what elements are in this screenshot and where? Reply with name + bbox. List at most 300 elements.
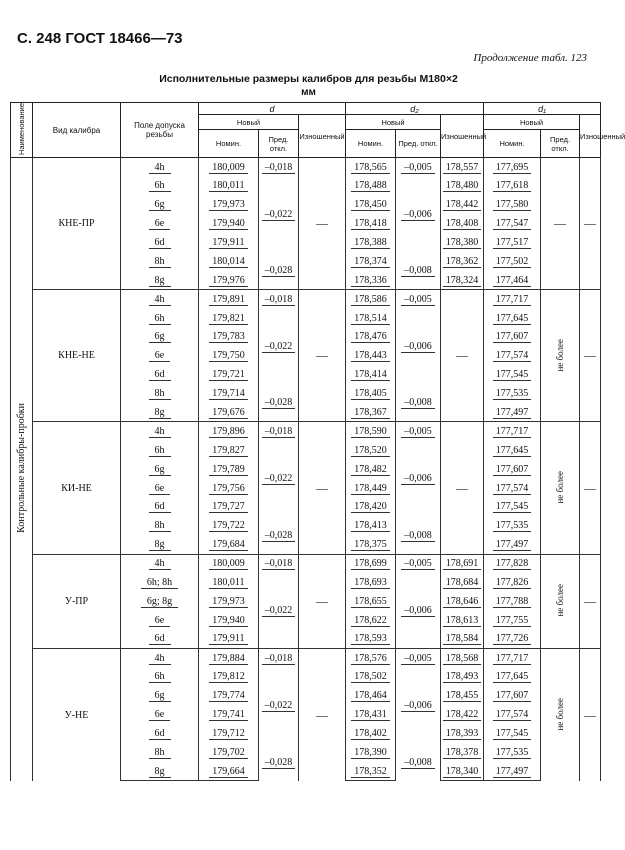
- d-nominal-text: 179,976: [209, 275, 248, 287]
- d2-nominal: [346, 384, 396, 403]
- tolerance-field: [121, 724, 199, 743]
- d2-nominal: [346, 365, 396, 384]
- d2-worn-value-text: 178,362: [443, 256, 482, 268]
- tolerance-field-text: 6e: [149, 350, 170, 362]
- d-worn-value-text: —: [316, 593, 328, 608]
- d2-nominal-text: 178,352: [351, 766, 390, 778]
- d-nominal-text: 179,891: [209, 294, 248, 306]
- d2-worn-value-text: 178,393: [443, 728, 482, 740]
- d1-nominal-text: 177,574: [493, 350, 532, 362]
- d-nominal-text: 180,009: [209, 558, 248, 570]
- table-unit: мм: [301, 87, 316, 98]
- not-more-label: не более: [555, 338, 566, 372]
- d2-deviation: [396, 554, 441, 573]
- d2-worn-value: [441, 176, 484, 195]
- d2-nominal-text: 178,449: [351, 483, 390, 495]
- d-deviation: [259, 176, 299, 252]
- d2-deviation-text: –0,008: [401, 397, 435, 409]
- d1-nominal-text: 177,535: [493, 747, 532, 759]
- table-row: [11, 158, 601, 177]
- d2-nominal: [346, 554, 396, 573]
- tolerance-field: [121, 158, 199, 177]
- d1-nominal: [484, 252, 541, 271]
- d-worn-value: [299, 158, 346, 290]
- d1-nominal: [484, 271, 541, 290]
- d2-worn-value: [441, 554, 484, 573]
- d1-nominal: [484, 762, 541, 781]
- gauge-type: [33, 554, 121, 648]
- d-deviation: [259, 384, 299, 422]
- tolerance-field: [121, 328, 199, 347]
- d2-nominal: [346, 233, 396, 252]
- d-deviation: [259, 573, 299, 649]
- d2-worn-value-text: 178,455: [443, 690, 482, 702]
- d-nominal: [199, 309, 259, 328]
- d-nominal-text: 179,664: [209, 766, 248, 778]
- d-nominal-text: 179,714: [209, 388, 248, 400]
- d-nominal: [199, 686, 259, 705]
- d2-worn-value: [441, 705, 484, 724]
- d-nominal: [199, 214, 259, 233]
- d1-nominal: [484, 649, 541, 668]
- d-nominal-text: 179,812: [209, 671, 248, 683]
- col-pole-dopuska: Поле допуска резьбы: [121, 103, 199, 158]
- d1-nominal-text: 177,828: [493, 558, 532, 570]
- d2-nominal: [346, 195, 396, 214]
- d-nominal: [199, 516, 259, 535]
- d2-nominal-text: 178,586: [351, 294, 390, 306]
- col-naimenovanie: Наименование: [11, 103, 33, 158]
- d1-nominal: [484, 403, 541, 422]
- d2-deviation-text: –0,005: [401, 426, 435, 438]
- d-worn-value-text: —: [316, 707, 328, 722]
- d2-nominal-text: 178,413: [351, 520, 390, 532]
- d2-nominal-text: 178,336: [351, 275, 390, 287]
- d1-nominal: [484, 214, 541, 233]
- d2-nominal-text: 178,405: [351, 388, 390, 400]
- continuation-note: Продолжение табл. 123: [473, 52, 587, 64]
- d2-nominal-text: 178,693: [351, 577, 390, 589]
- d-nominal-text: 179,911: [209, 237, 247, 249]
- tolerance-field-text: 4h: [149, 558, 171, 570]
- d2-worn-value-text: —: [456, 348, 469, 363]
- d2-nominal: [346, 346, 396, 365]
- gauge-type: [33, 290, 121, 422]
- d2-nominal: [346, 498, 396, 517]
- d2-nominal: [346, 724, 396, 743]
- d2-nominal-text: 178,593: [351, 633, 390, 645]
- d1-nominal-text: 177,464: [493, 275, 532, 287]
- d-nominal-text: 179,750: [209, 350, 248, 362]
- d2-worn-value-text: —: [456, 480, 469, 495]
- d1-nominal: [484, 290, 541, 309]
- d-nominal: [199, 498, 259, 517]
- d-worn-value-text: —: [316, 480, 328, 495]
- d1-nominal: [484, 724, 541, 743]
- d1-nominal-text: 177,645: [493, 445, 532, 457]
- not-more-label: не более: [555, 470, 566, 504]
- d1-worn-value-text: —: [584, 480, 597, 495]
- d-nominal-text: 180,014: [209, 256, 248, 268]
- col-vid-kalibra: Вид калибра: [33, 103, 121, 158]
- d1-nominal: [484, 535, 541, 554]
- d2-deviation-text: –0,005: [401, 653, 435, 665]
- d-nominal: [199, 422, 259, 441]
- d1-nominal: [484, 498, 541, 517]
- tolerance-field-text: 6g; 8g: [141, 596, 178, 608]
- d2-nom: Номин.: [346, 130, 396, 158]
- d1-nominal: [484, 479, 541, 498]
- tolerance-field-text: 6e: [149, 709, 170, 721]
- col-d1: d₁: [484, 103, 601, 115]
- d2-nominal-text: 178,375: [351, 539, 390, 551]
- d2-worn-value: [441, 573, 484, 592]
- d2-nominal: [346, 611, 396, 630]
- d2-nominal: [346, 422, 396, 441]
- d-nominal: [199, 460, 259, 479]
- d1-nominal-text: 177,788: [493, 596, 532, 608]
- d-deviation: [259, 516, 299, 554]
- tolerance-field-text: 4h: [149, 426, 171, 438]
- d-nominal-text: 179,727: [209, 501, 248, 513]
- not-more-label: не более: [555, 697, 566, 731]
- d1-deviation: [541, 158, 580, 290]
- tolerance-field: [121, 309, 199, 328]
- d1-nominal: [484, 158, 541, 177]
- d2-nominal-text: 178,390: [351, 747, 390, 759]
- tolerance-field-text: 6d: [149, 237, 171, 249]
- d2-deviation-text: –0,008: [401, 757, 435, 769]
- d-nominal-text: 179,721: [209, 369, 248, 381]
- d-nominal: [199, 573, 259, 592]
- d2-worn-value: [441, 214, 484, 233]
- d2-nominal-text: 178,420: [351, 501, 390, 513]
- d-nominal: [199, 195, 259, 214]
- d2-deviation-text: –0,005: [401, 162, 435, 174]
- d2-nominal-text: 178,520: [351, 445, 390, 457]
- d-deviation: [259, 554, 299, 573]
- category-cell: [11, 158, 33, 781]
- tolerance-field: [121, 214, 199, 233]
- d2-worn-value: [441, 271, 484, 290]
- d-worn-value-text: —: [316, 216, 328, 231]
- d-nominal-text: 179,973: [209, 596, 248, 608]
- d2-nominal-text: 178,622: [351, 615, 390, 627]
- d-worn: Изношенный: [299, 115, 346, 158]
- d2-deviation: [396, 668, 441, 744]
- tolerance-field-text: 6d: [149, 633, 171, 645]
- d1-worn-value: [580, 422, 601, 554]
- d-nominal-text: 179,712: [209, 728, 248, 740]
- d1-nominal: [484, 554, 541, 573]
- d2-nominal-text: 178,388: [351, 237, 390, 249]
- d1-pred: Пред. откл.: [541, 130, 580, 158]
- d2-deviation: [396, 441, 441, 517]
- d2-nominal: [346, 479, 396, 498]
- tolerance-field-text: 6h: [149, 671, 171, 683]
- table-row: [11, 649, 601, 668]
- gauge-type-text: КИ-НЕ: [61, 482, 92, 494]
- tolerance-field: [121, 271, 199, 290]
- d-deviation-text: –0,022: [262, 700, 296, 712]
- d2-nominal: [346, 573, 396, 592]
- tolerance-field: [121, 195, 199, 214]
- d1-nominal: [484, 328, 541, 347]
- d-worn-value-text: —: [316, 348, 328, 363]
- tolerance-field-text: 4h: [149, 294, 171, 306]
- d1-nominal: [484, 686, 541, 705]
- d-deviation-text: –0,028: [262, 397, 296, 409]
- d1-nominal-text: 177,517: [493, 237, 532, 249]
- d-pred: Пред. откл.: [259, 130, 299, 158]
- d2-deviation-text: –0,006: [401, 341, 435, 353]
- tolerance-field: [121, 535, 199, 554]
- d2-nominal-text: 178,374: [351, 256, 390, 268]
- tolerance-field-text: 8g: [149, 766, 171, 778]
- table-row: [11, 422, 601, 441]
- d2-nominal-text: 178,464: [351, 690, 390, 702]
- gauge-type-text: У-НЕ: [64, 709, 89, 721]
- gauge-type: [33, 422, 121, 554]
- d1-worn-value-text: —: [584, 216, 597, 231]
- d2-nominal-text: 178,402: [351, 728, 390, 740]
- d2-worn-value: [441, 686, 484, 705]
- tolerance-field: [121, 686, 199, 705]
- d1-worn-value-text: —: [584, 593, 597, 608]
- d-deviation-text: –0,028: [262, 530, 296, 542]
- tolerance-field: [121, 460, 199, 479]
- d-nominal: [199, 611, 259, 630]
- d1-worn: Изношенный: [580, 115, 601, 158]
- d2-worn-value: [441, 762, 484, 781]
- d1-nominal: [484, 233, 541, 252]
- d-deviation-text: –0,018: [262, 426, 296, 438]
- tolerance-field-text: 8g: [149, 275, 171, 287]
- d-deviation-text: –0,018: [262, 653, 296, 665]
- tolerance-field: [121, 762, 199, 781]
- d-nominal: [199, 365, 259, 384]
- d-nominal-text: 179,896: [209, 426, 248, 438]
- d2-nominal: [346, 686, 396, 705]
- d1-nominal: [484, 195, 541, 214]
- d2-worn: Изношенный: [441, 115, 484, 158]
- d1-nominal: [484, 309, 541, 328]
- d2-nominal: [346, 630, 396, 649]
- d-nominal-text: 179,973: [209, 199, 248, 211]
- d1-nominal-text: 177,645: [493, 313, 532, 325]
- d2-nominal: [346, 176, 396, 195]
- d-nominal-text: 179,789: [209, 464, 248, 476]
- tolerance-field: [121, 422, 199, 441]
- d1-nom: Номин.: [484, 130, 541, 158]
- d-nominal: [199, 290, 259, 309]
- tolerance-field: [121, 384, 199, 403]
- d1-nominal-text: 177,607: [493, 690, 532, 702]
- d1-deviation-text: —: [554, 216, 567, 231]
- tolerance-field: [121, 705, 199, 724]
- d1-nominal-text: 177,502: [493, 256, 532, 268]
- d-worn-value: [299, 422, 346, 554]
- d-nominal: [199, 762, 259, 781]
- d2-nominal: [346, 214, 396, 233]
- d-nominal-text: 179,884: [209, 653, 248, 665]
- d2-worn-value-text: 178,480: [443, 180, 482, 192]
- d2-nominal: [346, 649, 396, 668]
- d2-nominal-text: 178,655: [351, 596, 390, 608]
- d2-nominal: [346, 290, 396, 309]
- d-worn-value: [299, 649, 346, 781]
- d2-worn-value: [441, 630, 484, 649]
- d-nominal: [199, 592, 259, 611]
- d2-nominal: [346, 460, 396, 479]
- tolerance-field-text: 4h: [149, 162, 171, 174]
- d2-nominal-text: 178,450: [351, 199, 390, 211]
- d-deviation-text: –0,018: [262, 558, 296, 570]
- d2-nominal: [346, 516, 396, 535]
- d1-deviation: [541, 422, 580, 554]
- d-nominal-text: 179,940: [209, 615, 248, 627]
- d2-worn-value-text: 178,422: [443, 709, 482, 721]
- d2-worn-value-text: 178,324: [443, 275, 482, 287]
- d2-worn-value-text: 178,584: [443, 633, 482, 645]
- d-nominal: [199, 668, 259, 687]
- d2-nominal-text: 178,488: [351, 180, 390, 192]
- d-nominal: [199, 705, 259, 724]
- d1-nominal-text: 177,574: [493, 709, 532, 721]
- d1-worn-value-text: —: [584, 707, 597, 722]
- d2-nominal-text: 178,431: [351, 709, 390, 721]
- d1-nominal-text: 177,535: [493, 520, 532, 532]
- d1-worn-value: [580, 290, 601, 422]
- d-deviation: [259, 649, 299, 668]
- d2-nominal-text: 178,576: [351, 653, 390, 665]
- d1-nominal-text: 177,755: [493, 615, 532, 627]
- d1-nominal: [484, 384, 541, 403]
- d2-nominal-text: 178,367: [351, 407, 390, 419]
- tolerance-field-text: 8h: [149, 256, 171, 268]
- d-deviation-text: –0,022: [262, 341, 296, 353]
- d1-nominal: [484, 573, 541, 592]
- d1-nominal-text: 177,497: [493, 407, 532, 419]
- d1-nominal-text: 177,607: [493, 464, 532, 476]
- d2-nominal: [346, 441, 396, 460]
- d-nominal-text: 179,783: [209, 331, 248, 343]
- d2-deviation-text: –0,008: [401, 265, 435, 277]
- d-nominal: [199, 441, 259, 460]
- d-nominal: [199, 479, 259, 498]
- d2-worn-value: [441, 195, 484, 214]
- d2-worn-value-text: 178,442: [443, 199, 482, 211]
- tolerance-field: [121, 498, 199, 517]
- col-d: d: [199, 103, 346, 115]
- d2-worn-value: [441, 649, 484, 668]
- d2-deviation: [396, 252, 441, 290]
- d2-nominal: [346, 592, 396, 611]
- tolerance-field-text: 6e: [149, 218, 170, 230]
- d1-nominal: [484, 705, 541, 724]
- d2-deviation: [396, 649, 441, 668]
- tolerance-field-text: 8h: [149, 388, 171, 400]
- d-new: Новый: [199, 115, 299, 130]
- d-nominal: [199, 346, 259, 365]
- d-deviation-text: –0,028: [262, 265, 296, 277]
- d1-nominal-text: 177,618: [493, 180, 532, 192]
- d2-worn-value: [441, 233, 484, 252]
- d1-nominal-text: 177,574: [493, 483, 532, 495]
- d2-worn-value: [441, 668, 484, 687]
- d-deviation-text: –0,028: [262, 757, 296, 769]
- d1-nominal-text: 177,580: [493, 199, 532, 211]
- d1-nominal: [484, 422, 541, 441]
- tolerance-field-text: 8g: [149, 407, 171, 419]
- d1-nominal-text: 177,645: [493, 671, 532, 683]
- tolerance-field-text: 6g: [149, 331, 171, 343]
- table-row: [11, 554, 601, 573]
- d-nominal: [199, 535, 259, 554]
- gauge-type: [33, 158, 121, 290]
- d2-deviation: [396, 290, 441, 309]
- tolerance-field-text: 6e: [149, 615, 170, 627]
- d-nominal-text: 179,827: [209, 445, 248, 457]
- tolerance-field: [121, 290, 199, 309]
- d2-nominal-text: 178,565: [351, 162, 390, 174]
- d1-nominal-text: 177,695: [493, 162, 532, 174]
- d1-nominal: [484, 630, 541, 649]
- d1-nominal: [484, 441, 541, 460]
- d-nominal: [199, 328, 259, 347]
- d-deviation-text: –0,022: [262, 605, 296, 617]
- d2-worn-value: [441, 158, 484, 177]
- d2-nominal: [346, 328, 396, 347]
- tolerance-field: [121, 346, 199, 365]
- gauge-type-text: КНЕ-НЕ: [58, 350, 95, 362]
- d2-worn-value-text: 178,380: [443, 237, 482, 249]
- d2-worn-value: [441, 422, 484, 554]
- d-nominal-text: 179,722: [209, 520, 248, 532]
- d2-nominal: [346, 762, 396, 781]
- d2-worn-value-text: 178,493: [443, 671, 482, 683]
- d-nominal: [199, 158, 259, 177]
- tolerance-field: [121, 233, 199, 252]
- d1-nominal-text: 177,547: [493, 218, 532, 230]
- tolerance-field: [121, 649, 199, 668]
- tolerance-field-text: 4h: [149, 653, 171, 665]
- d-nominal: [199, 252, 259, 271]
- d-nom: Номин.: [199, 130, 259, 158]
- tolerance-field: [121, 516, 199, 535]
- d1-nominal-text: 177,717: [493, 426, 532, 438]
- table-title: Исполнительные размеры калибров для резьбы M180×2: [159, 73, 458, 85]
- tolerance-field-text: 6h; 8h: [141, 577, 178, 589]
- d2-deviation: [396, 384, 441, 422]
- d-deviation-text: –0,022: [262, 209, 296, 221]
- d2-nominal-text: 178,590: [351, 426, 390, 438]
- d2-deviation: [396, 743, 441, 781]
- d-nominal: [199, 554, 259, 573]
- d2-nominal: [346, 271, 396, 290]
- d2-worn-value-text: 178,557: [443, 162, 482, 174]
- d2-worn-value-text: 178,613: [443, 615, 482, 627]
- d-deviation-text: –0,018: [262, 294, 296, 306]
- d1-nominal: [484, 346, 541, 365]
- tolerance-field-text: 6d: [149, 369, 171, 381]
- d2-deviation-text: –0,005: [401, 558, 435, 570]
- d2-nominal-text: 178,418: [351, 218, 390, 230]
- d-nominal: [199, 630, 259, 649]
- tolerance-field-text: 6g: [149, 464, 171, 476]
- d1-nominal-text: 177,545: [493, 728, 532, 740]
- d-nominal-text: 179,940: [209, 218, 248, 230]
